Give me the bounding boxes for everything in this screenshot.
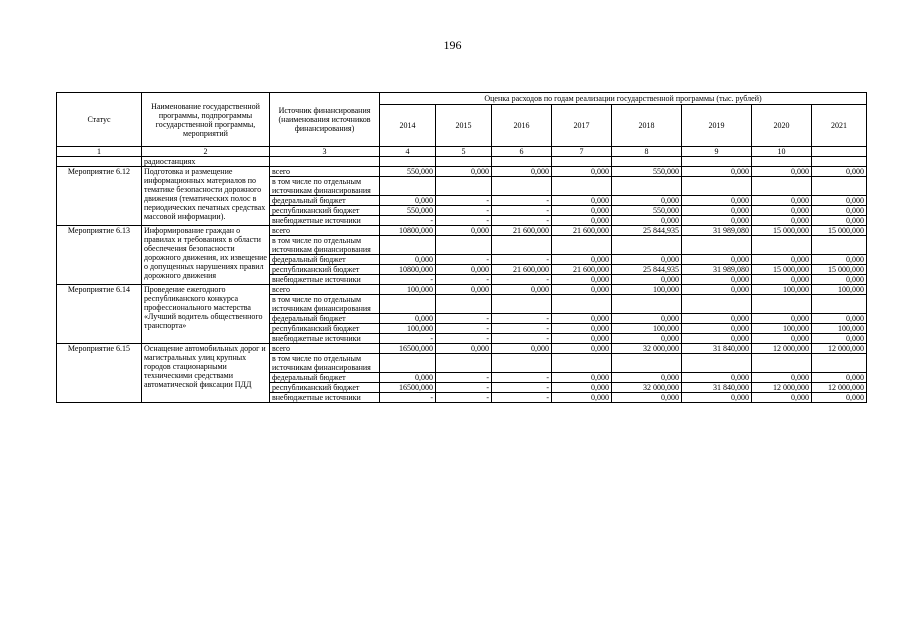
cell-value: 0,000 xyxy=(812,373,867,383)
cell-value: 0,000 xyxy=(752,275,812,285)
cell-value: 0,000 xyxy=(682,314,752,324)
cell-value: 31 840,000 xyxy=(682,383,752,393)
measure-name: Подготовка и размещение информационных материалов по тематике безопасности дорожного движения (тематических полос в периодических печатных средствах массовой информации). xyxy=(142,167,270,226)
column-number: 7 xyxy=(552,147,612,157)
cell-value xyxy=(612,177,682,196)
cell-value: - xyxy=(492,206,552,216)
cell-value: 0,000 xyxy=(612,373,682,383)
measure-status: Мероприятие 6.14 xyxy=(57,285,142,344)
cell-value: 0,000 xyxy=(436,265,492,275)
cell-value: 0,000 xyxy=(492,344,552,354)
cell-value: 0,000 xyxy=(380,314,436,324)
cell-value: 0,000 xyxy=(752,216,812,226)
cell-value: 0,000 xyxy=(612,393,682,403)
cell-value: 25 844,935 xyxy=(612,265,682,275)
cell-value: - xyxy=(380,334,436,344)
continuation-row xyxy=(57,157,867,167)
cell-value: - xyxy=(380,216,436,226)
column-number: 2 xyxy=(142,147,270,157)
cell-value: 12 000,000 xyxy=(752,344,812,354)
cell-value xyxy=(436,236,492,255)
cell-value: 100,000 xyxy=(612,285,682,295)
cell-value: - xyxy=(492,255,552,265)
cell-value: 0,000 xyxy=(552,206,612,216)
year-header: 2014 xyxy=(380,105,436,147)
cell-value: 21 600,000 xyxy=(492,265,552,275)
cell-value: 0,000 xyxy=(682,393,752,403)
cell-value: - xyxy=(380,275,436,285)
cell-value: 0,000 xyxy=(752,167,812,177)
year-header: 2018 xyxy=(612,105,682,147)
cell-value: 0,000 xyxy=(812,393,867,403)
cell-value: 550,000 xyxy=(612,206,682,216)
cell-value: 10800,000 xyxy=(380,265,436,275)
page-number: 196 xyxy=(443,38,462,52)
cell-value: 0,000 xyxy=(682,285,752,295)
cell-value: 31 989,080 xyxy=(682,226,752,236)
column-number: 10 xyxy=(752,147,812,157)
cell-value: 0,000 xyxy=(552,324,612,334)
measure-name: Оснащение автомобильных дорог и магистральных улиц крупных городов стационарными техническими средствами автоматической фиксации ПДД xyxy=(142,344,270,403)
cell-value: 0,000 xyxy=(552,383,612,393)
funding-source: республиканский бюджет xyxy=(270,383,380,393)
year-header: 2015 xyxy=(436,105,492,147)
header-source: Источник финансирования (наименования источников финансирования) xyxy=(270,93,380,147)
cell-value xyxy=(752,295,812,314)
column-number: 8 xyxy=(612,147,682,157)
cell-value xyxy=(812,295,867,314)
measure-status: Мероприятие 6.15 xyxy=(57,344,142,403)
column-number: 1 xyxy=(57,147,142,157)
table-row xyxy=(57,226,867,236)
cell-value: 0,000 xyxy=(682,206,752,216)
funding-source: всего xyxy=(270,344,380,354)
cell-value: 0,000 xyxy=(612,255,682,265)
cell-value xyxy=(552,354,612,373)
cell-value: 0,000 xyxy=(552,285,612,295)
cell-value xyxy=(380,236,436,255)
cell-value xyxy=(492,177,552,196)
funding-source: в том числе по отдельным источникам финансирования xyxy=(270,236,380,255)
cell-value: 0,000 xyxy=(682,373,752,383)
cell-value: 32 000,000 xyxy=(612,344,682,354)
cell-value: 0,000 xyxy=(552,314,612,324)
cell-value xyxy=(812,236,867,255)
cell-value: - xyxy=(492,196,552,206)
year-header: 2017 xyxy=(552,105,612,147)
cell-value xyxy=(812,354,867,373)
cell-value: 25 844,935 xyxy=(612,226,682,236)
cell-value: 0,000 xyxy=(812,216,867,226)
column-number xyxy=(812,147,867,157)
continuation-text: радиостанциях xyxy=(142,157,270,167)
cell-value: - xyxy=(492,324,552,334)
cell-value xyxy=(612,236,682,255)
cell-value: 0,000 xyxy=(682,324,752,334)
cell-value xyxy=(492,236,552,255)
cell-value: 0,000 xyxy=(380,255,436,265)
cell-value xyxy=(380,354,436,373)
cell-value: 15 000,000 xyxy=(812,226,867,236)
funding-source: в том числе по отдельным источникам финансирования xyxy=(270,177,380,196)
cell-value: - xyxy=(492,216,552,226)
year-header: 2021 xyxy=(812,105,867,147)
column-number: 3 xyxy=(270,147,380,157)
cell-value: - xyxy=(436,373,492,383)
cell-value: - xyxy=(492,383,552,393)
cell-value xyxy=(552,236,612,255)
cell-value: - xyxy=(492,393,552,403)
cell-value: - xyxy=(436,334,492,344)
cell-value: 0,000 xyxy=(552,393,612,403)
cell-value xyxy=(752,354,812,373)
cell-value: 0,000 xyxy=(812,196,867,206)
cell-value: - xyxy=(380,393,436,403)
cell-value: 0,000 xyxy=(552,196,612,206)
cell-value: 100,000 xyxy=(752,324,812,334)
cell-value: - xyxy=(492,373,552,383)
measure-name: Проведение ежегодного республиканского конкурса профессионального мастерства «Лучший водитель общественного транспорта» xyxy=(142,285,270,344)
cell-value: - xyxy=(492,275,552,285)
cell-value: 32 000,000 xyxy=(612,383,682,393)
cell-value: 0,000 xyxy=(752,314,812,324)
cell-value: 0,000 xyxy=(752,196,812,206)
table-row xyxy=(57,344,867,354)
cell-value: 0,000 xyxy=(492,285,552,295)
cell-value xyxy=(436,295,492,314)
cell-value: 550,000 xyxy=(612,167,682,177)
funding-source: всего xyxy=(270,167,380,177)
cell-value: 16500,000 xyxy=(380,383,436,393)
budget-table xyxy=(56,92,867,403)
cell-value xyxy=(380,177,436,196)
funding-source: федеральный бюджет xyxy=(270,314,380,324)
cell-value: 100,000 xyxy=(752,285,812,295)
year-header: 2020 xyxy=(752,105,812,147)
table-row xyxy=(57,167,867,177)
cell-value: 0,000 xyxy=(552,334,612,344)
column-number: 6 xyxy=(492,147,552,157)
cell-value: 0,000 xyxy=(682,255,752,265)
cell-value: 21 600,000 xyxy=(552,265,612,275)
funding-source: внебюджетные источники xyxy=(270,275,380,285)
column-number-row xyxy=(57,147,867,157)
table-row xyxy=(57,285,867,295)
cell-value: - xyxy=(436,314,492,324)
cell-value: - xyxy=(492,314,552,324)
cell-value: 0,000 xyxy=(752,373,812,383)
cell-value: - xyxy=(436,324,492,334)
header-status: Статус xyxy=(57,93,142,147)
funding-source: федеральный бюджет xyxy=(270,255,380,265)
header-name: Наименование государственной программы, подпрограммы государственной программы, мероприятий xyxy=(142,93,270,147)
cell-value: 15 000,000 xyxy=(812,265,867,275)
cell-value xyxy=(492,295,552,314)
cell-value: 0,000 xyxy=(752,255,812,265)
cell-value: 15 000,000 xyxy=(752,226,812,236)
cell-value: 0,000 xyxy=(612,334,682,344)
cell-value: 0,000 xyxy=(380,196,436,206)
cell-value xyxy=(752,236,812,255)
cell-value: 0,000 xyxy=(436,167,492,177)
cell-value: 0,000 xyxy=(812,314,867,324)
cell-value: 0,000 xyxy=(436,285,492,295)
cell-value: 0,000 xyxy=(682,167,752,177)
cell-value: 0,000 xyxy=(812,167,867,177)
cell-value xyxy=(612,354,682,373)
column-number: 9 xyxy=(682,147,752,157)
cell-value xyxy=(812,177,867,196)
measure-name: Информирование граждан о правилах и требованиях в области обеспечения безопасности дорожного движения, их извещение о допущенных нарушениях правил дорожного движения xyxy=(142,226,270,285)
cell-value: 21 600,000 xyxy=(492,226,552,236)
cell-value xyxy=(682,295,752,314)
funding-source: в том числе по отдельным источникам финансирования xyxy=(270,354,380,373)
cell-value: 0,000 xyxy=(552,255,612,265)
cell-value: - xyxy=(436,216,492,226)
cell-value: 0,000 xyxy=(552,216,612,226)
funding-source: федеральный бюджет xyxy=(270,196,380,206)
cell-value: 31 989,080 xyxy=(682,265,752,275)
cell-value xyxy=(752,177,812,196)
cell-value: 0,000 xyxy=(752,393,812,403)
cell-value: 550,000 xyxy=(380,167,436,177)
funding-source: федеральный бюджет xyxy=(270,373,380,383)
cell-value: 15 000,000 xyxy=(752,265,812,275)
year-header: 2019 xyxy=(682,105,752,147)
cell-value: - xyxy=(492,334,552,344)
cell-value: 12 000,000 xyxy=(752,383,812,393)
cell-value: 0,000 xyxy=(436,226,492,236)
funding-source: республиканский бюджет xyxy=(270,206,380,216)
cell-value: 0,000 xyxy=(682,334,752,344)
measure-status: Мероприятие 6.13 xyxy=(57,226,142,285)
funding-source: республиканский бюджет xyxy=(270,265,380,275)
cell-value: 0,000 xyxy=(492,167,552,177)
year-header: 2016 xyxy=(492,105,552,147)
cell-value xyxy=(436,177,492,196)
cell-value: - xyxy=(436,255,492,265)
funding-source: республиканский бюджет xyxy=(270,324,380,334)
cell-value: 0,000 xyxy=(612,216,682,226)
column-number: 4 xyxy=(380,147,436,157)
funding-source: в том числе по отдельным источникам финансирования xyxy=(270,295,380,314)
cell-value: - xyxy=(436,393,492,403)
cell-value xyxy=(436,354,492,373)
cell-value: 0,000 xyxy=(752,206,812,216)
cell-value: 12 000,000 xyxy=(812,383,867,393)
cell-value: 100,000 xyxy=(380,285,436,295)
cell-value: - xyxy=(436,196,492,206)
cell-value: 0,000 xyxy=(812,275,867,285)
cell-value: 0,000 xyxy=(552,373,612,383)
cell-value: 0,000 xyxy=(612,196,682,206)
cell-value: 100,000 xyxy=(812,324,867,334)
column-number: 5 xyxy=(436,147,492,157)
cell-value: - xyxy=(436,383,492,393)
cell-value: 0,000 xyxy=(682,275,752,285)
funding-source: всего xyxy=(270,226,380,236)
cell-value: - xyxy=(436,275,492,285)
cell-value xyxy=(380,295,436,314)
cell-value: 0,000 xyxy=(812,334,867,344)
cell-value: 16500,000 xyxy=(380,344,436,354)
funding-source: внебюджетные источники xyxy=(270,334,380,344)
header-estimate: Оценка расходов по годам реализации государственной программы (тыс. рублей) xyxy=(380,93,867,105)
funding-source: внебюджетные источники xyxy=(270,393,380,403)
cell-value xyxy=(552,295,612,314)
cell-value: 0,000 xyxy=(752,334,812,344)
cell-value: 100,000 xyxy=(380,324,436,334)
cell-value xyxy=(682,354,752,373)
cell-value xyxy=(682,177,752,196)
cell-value: 10800,000 xyxy=(380,226,436,236)
cell-value: 0,000 xyxy=(812,255,867,265)
cell-value: 100,000 xyxy=(812,285,867,295)
cell-value: 0,000 xyxy=(612,314,682,324)
cell-value: 550,000 xyxy=(380,206,436,216)
cell-value: 0,000 xyxy=(552,275,612,285)
cell-value: 0,000 xyxy=(436,344,492,354)
cell-value: - xyxy=(436,206,492,216)
cell-value: 100,000 xyxy=(612,324,682,334)
cell-value xyxy=(612,295,682,314)
cell-value: 0,000 xyxy=(552,167,612,177)
cell-value: 0,000 xyxy=(682,216,752,226)
funding-source: всего xyxy=(270,285,380,295)
cell-value: 21 600,000 xyxy=(552,226,612,236)
cell-value: 0,000 xyxy=(682,196,752,206)
cell-value: 0,000 xyxy=(552,344,612,354)
cell-value xyxy=(492,354,552,373)
measure-status: Мероприятие 6.12 xyxy=(57,167,142,226)
cell-value xyxy=(552,177,612,196)
cell-value: 0,000 xyxy=(612,275,682,285)
cell-value: 12 000,000 xyxy=(812,344,867,354)
cell-value: 0,000 xyxy=(812,206,867,216)
cell-value xyxy=(682,236,752,255)
funding-source: внебюджетные источники xyxy=(270,216,380,226)
cell-value: 31 840,000 xyxy=(682,344,752,354)
cell-value: 0,000 xyxy=(380,373,436,383)
